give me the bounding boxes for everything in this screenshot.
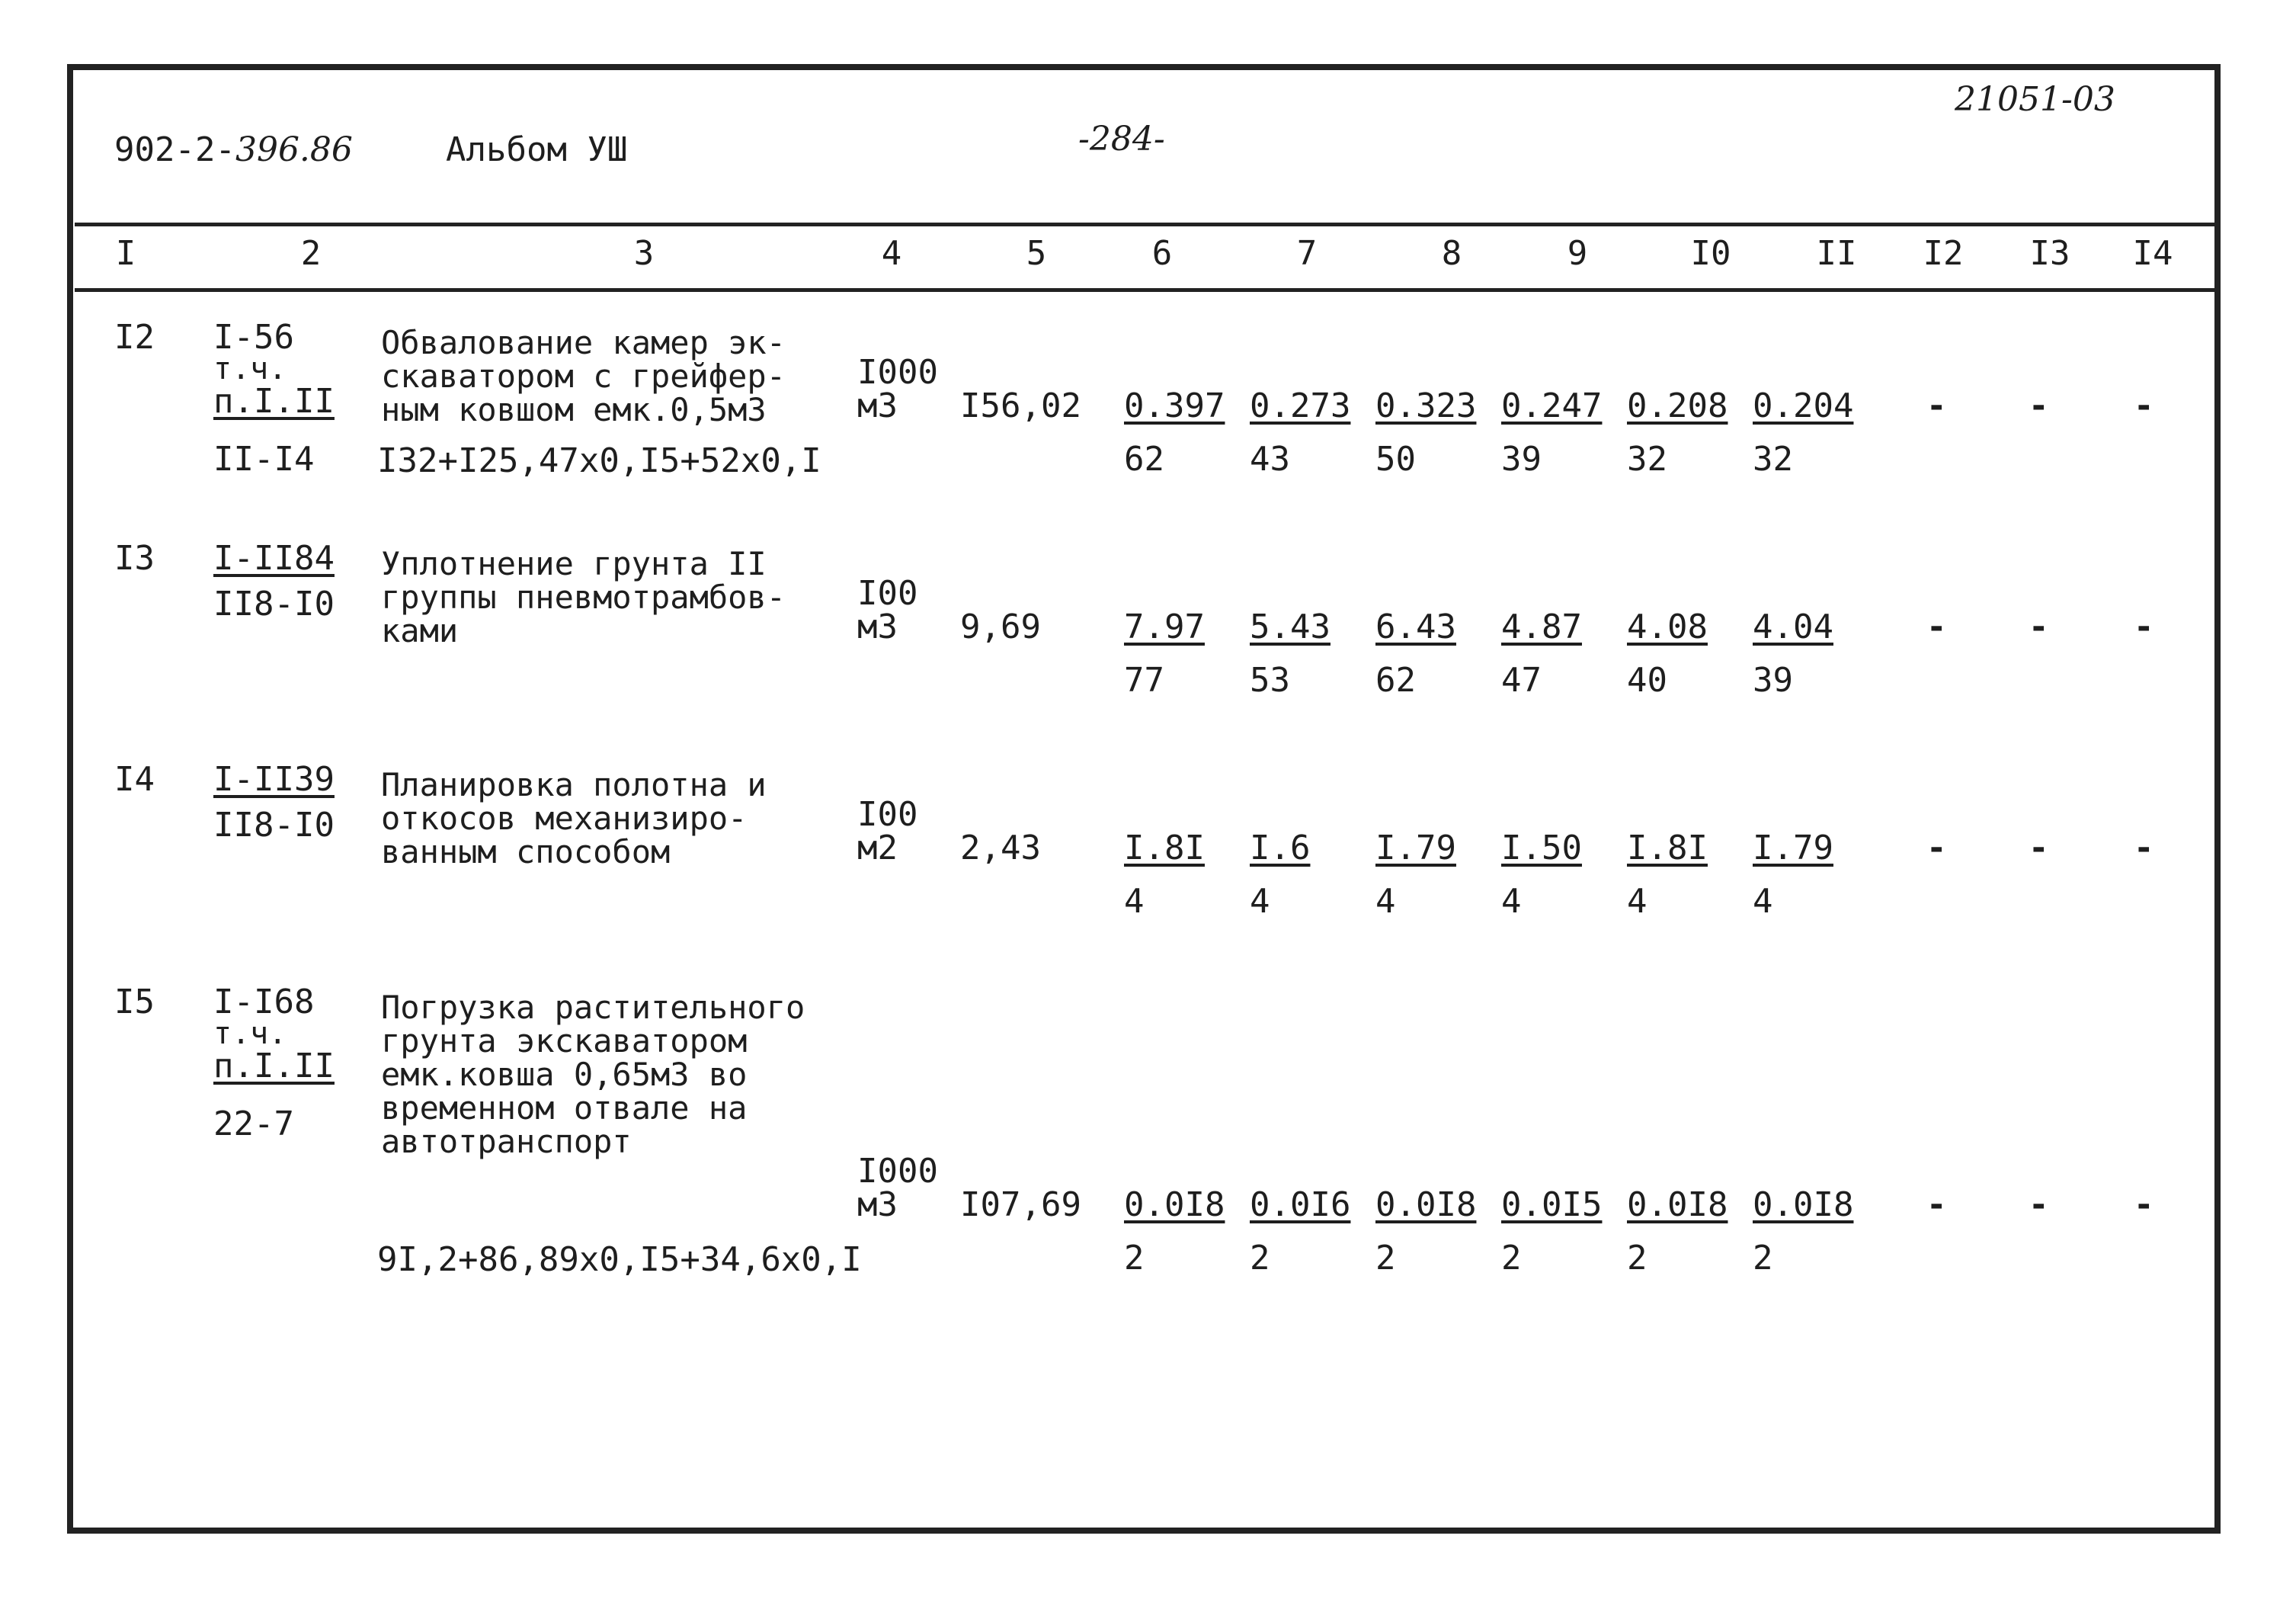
doc-number-handwritten: 396.86 <box>235 130 353 169</box>
code-line: I-II84 <box>213 539 335 578</box>
work-description <box>381 991 805 1159</box>
value-top: 0.273 <box>1250 386 1351 425</box>
row-number: I3 <box>114 539 155 578</box>
page-number: -284- <box>1078 120 1165 159</box>
code-line: II8-I0 <box>213 806 335 845</box>
value-bottom: 32 <box>1627 440 1667 479</box>
value-top: I.6 <box>1250 829 1311 867</box>
value-top: I.8I <box>1627 829 1708 867</box>
code-line: I-II39 <box>213 760 335 799</box>
description-line: ванным способом <box>381 833 671 870</box>
description-line: Погрузка растительного <box>381 989 805 1026</box>
empty-cell-dash: - <box>1926 608 1947 646</box>
row-number: I5 <box>114 983 155 1021</box>
description-line: ками <box>381 612 459 649</box>
description-line: временном отвале на <box>381 1089 748 1127</box>
unit-line: м3 <box>857 608 898 646</box>
value-bottom: 62 <box>1375 661 1416 700</box>
quantity: I56,02 <box>960 386 1081 425</box>
value-top: 0.0I5 <box>1501 1185 1603 1224</box>
value-bottom: 2 <box>1250 1239 1270 1278</box>
code-line: т.ч. <box>213 351 287 386</box>
column-header-2: 2 <box>300 234 322 273</box>
description-line: ным ковшом емк.0,5м3 <box>381 391 767 428</box>
value-top: 4.08 <box>1627 608 1708 646</box>
value-bottom: 4 <box>1250 882 1270 921</box>
value-top: 0.0I6 <box>1250 1185 1351 1224</box>
work-description <box>381 768 767 869</box>
column-header-11: II <box>1816 234 1857 273</box>
empty-cell-dash: - <box>2029 1185 2049 1224</box>
value-top: 0.397 <box>1124 386 1225 425</box>
calculation-formula: 9I,2+86,89x0,I5+34,6x0,I <box>377 1240 862 1279</box>
value-bottom: 2 <box>1375 1239 1396 1278</box>
value-top: 0.208 <box>1627 386 1728 425</box>
column-header-3: 3 <box>633 234 655 273</box>
value-bottom: 47 <box>1501 661 1542 700</box>
column-header-14: I4 <box>2132 234 2173 273</box>
header-bottom-rule <box>75 288 2214 292</box>
value-top: I.8I <box>1124 829 1205 867</box>
value-top: 0.0I8 <box>1375 1185 1477 1224</box>
value-bottom: 50 <box>1375 440 1416 479</box>
column-header-10: I0 <box>1690 234 1731 273</box>
description-line: Планировка полотна и <box>381 766 767 803</box>
work-description <box>381 326 786 427</box>
value-top: 0.323 <box>1375 386 1477 425</box>
description-line: группы пневмотрамбов- <box>381 579 786 616</box>
unit-line: I00 <box>857 574 918 613</box>
column-header-8: 8 <box>1441 234 1462 273</box>
value-bottom: 53 <box>1250 661 1290 700</box>
column-header-5: 5 <box>1026 234 1047 273</box>
empty-cell-dash: - <box>1926 1185 1947 1224</box>
description-line: грунта экскаватором <box>381 1022 748 1060</box>
value-top: 0.247 <box>1501 386 1603 425</box>
doc-number <box>114 131 353 169</box>
value-bottom: 2 <box>1124 1239 1145 1278</box>
column-header-1: I <box>115 234 136 273</box>
unit-line: I00 <box>857 795 918 834</box>
doc-number-prefix: 902-2- <box>114 130 235 169</box>
value-bottom: 39 <box>1753 661 1793 700</box>
value-bottom: 43 <box>1250 440 1290 479</box>
empty-cell-dash: - <box>1926 386 1947 425</box>
value-bottom: 32 <box>1753 440 1793 479</box>
unit-line: м3 <box>857 386 898 425</box>
quantity: 9,69 <box>960 608 1041 646</box>
description-line: емк.ковша 0,65м3 во <box>381 1056 748 1093</box>
row-number: I4 <box>114 760 155 799</box>
code-line: т.ч. <box>213 1016 287 1051</box>
code-line: 22-7 <box>213 1104 294 1143</box>
value-bottom: 39 <box>1501 440 1542 479</box>
description-line: скаватором с грейфер- <box>381 357 786 395</box>
unit-line: I000 <box>857 1152 938 1191</box>
archive-number: 21051-03 <box>1955 80 2115 119</box>
quantity: 2,43 <box>960 829 1041 867</box>
value-bottom: 2 <box>1501 1239 1522 1278</box>
value-top: 0.0I8 <box>1753 1185 1854 1224</box>
description-line: откосов механизиро- <box>381 800 748 837</box>
empty-cell-dash: - <box>2029 386 2049 425</box>
empty-cell-dash: - <box>2029 608 2049 646</box>
work-description <box>381 547 786 648</box>
value-bottom: 4 <box>1501 882 1522 921</box>
unit-line: I000 <box>857 353 938 392</box>
empty-cell-dash: - <box>2029 829 2049 867</box>
column-header-9: 9 <box>1567 234 1588 273</box>
album-title: Альбом УШ <box>446 130 628 169</box>
value-bottom: 4 <box>1124 882 1145 921</box>
code-line: п.I.II <box>213 382 335 421</box>
value-bottom: 40 <box>1627 661 1667 700</box>
value-bottom: 77 <box>1124 661 1164 700</box>
column-header-13: I3 <box>2029 234 2070 273</box>
empty-cell-dash: - <box>2134 1185 2154 1224</box>
value-top: I.50 <box>1501 829 1582 867</box>
column-header-12: I2 <box>1923 234 1964 273</box>
code-line: II8-I0 <box>213 585 335 624</box>
value-top: 5.43 <box>1250 608 1331 646</box>
header-top-rule <box>75 223 2214 226</box>
value-bottom: 4 <box>1627 882 1648 921</box>
value-top: I.79 <box>1753 829 1833 867</box>
value-bottom: 2 <box>1753 1239 1773 1278</box>
empty-cell-dash: - <box>2134 829 2154 867</box>
code-line: II-I4 <box>213 440 315 479</box>
value-top: I.79 <box>1375 829 1456 867</box>
unit-line: м3 <box>857 1185 898 1224</box>
value-top: 4.87 <box>1501 608 1582 646</box>
empty-cell-dash: - <box>2134 608 2154 646</box>
calculation-formula: I32+I25,47x0,I5+52x0,I <box>377 441 821 480</box>
code-line: I-56 <box>213 318 294 357</box>
row-number: I2 <box>114 318 155 357</box>
value-top: 4.04 <box>1753 608 1833 646</box>
column-header-6: 6 <box>1151 234 1173 273</box>
value-bottom: 4 <box>1753 882 1773 921</box>
value-bottom: 2 <box>1627 1239 1648 1278</box>
code-line: п.I.II <box>213 1047 335 1085</box>
empty-cell-dash: - <box>2134 386 2154 425</box>
column-header-7: 7 <box>1296 234 1318 273</box>
value-top: 6.43 <box>1375 608 1456 646</box>
empty-cell-dash: - <box>1926 829 1947 867</box>
column-header-4: 4 <box>881 234 902 273</box>
quantity: I07,69 <box>960 1185 1081 1224</box>
value-top: 0.0I8 <box>1124 1185 1225 1224</box>
value-top: 0.204 <box>1753 386 1854 425</box>
description-line: автотранспорт <box>381 1123 632 1160</box>
unit-line: м2 <box>857 829 898 867</box>
description-line: Обвалование камер эк- <box>381 324 786 361</box>
value-top: 0.0I8 <box>1627 1185 1728 1224</box>
value-bottom: 62 <box>1124 440 1164 479</box>
value-top: 7.97 <box>1124 608 1205 646</box>
code-line: I-I68 <box>213 983 315 1021</box>
value-bottom: 4 <box>1375 882 1396 921</box>
description-line: Уплотнение грунта II <box>381 545 767 582</box>
